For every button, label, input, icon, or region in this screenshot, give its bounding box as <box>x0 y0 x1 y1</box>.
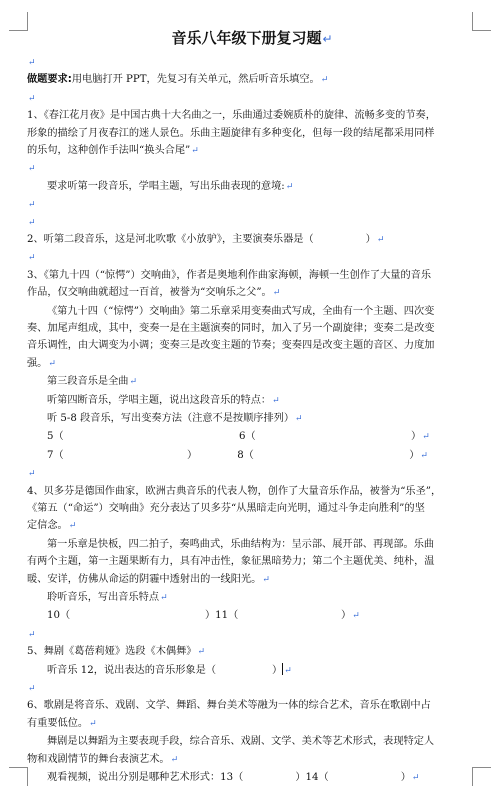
q4-line-3: 定信念。↵ <box>27 520 77 532</box>
requirement-text: 用电脑打开 PPT，先复习有关单元，然后听音乐填空。 <box>71 74 320 86</box>
q6-para2-line-2: 物和戏剧情节的舞台表演艺术。↵ <box>27 753 179 765</box>
q2-line: 2、听第二段音乐，这是河北吹歌《小放驴》，主要演奏乐器是（ ）↵ <box>27 233 385 245</box>
paragraph-mark-icon: ↵ <box>191 146 199 156</box>
document-page <box>27 26 477 788</box>
paragraph-mark-icon: ↵ <box>28 684 36 695</box>
q5-heading: 5、舞剧《葛蓓莉娅》选段《木偶舞》↵ <box>27 646 206 658</box>
empty-paragraph <box>27 249 477 266</box>
q6-task: 观看视频，说出分别是哪种艺术形式：13（ ）14（ ）↵ <box>47 772 420 784</box>
blank-8[interactable]: 8（ <box>237 449 254 461</box>
q3-para2-line-1: 《第九十四（“惊愕”）交响曲》第二乐章采用变奏曲式写成，全曲有一个主题、四次变 <box>47 305 435 317</box>
blank-14[interactable]: ）14（ <box>295 772 329 784</box>
empty-paragraph <box>27 196 477 213</box>
blank-11[interactable]: ）11（ <box>205 610 239 622</box>
paragraph-mark-icon: ↵ <box>262 574 270 585</box>
paragraph-mark-icon: ↵ <box>322 32 333 46</box>
paragraph-mark-icon: ↵ <box>28 217 36 228</box>
empty-paragraph <box>27 680 477 697</box>
empty-paragraph <box>27 90 477 107</box>
paragraph-mark-icon: ↵ <box>420 450 428 461</box>
paragraph-mark-icon: ↵ <box>28 253 36 264</box>
empty-paragraph <box>27 214 477 231</box>
blank-12[interactable]: ） <box>272 664 283 676</box>
q5-task: 听音乐 12，说出表达的音乐形象是（ ） ↵ <box>47 664 292 676</box>
q4-line-1: 4、贝多芬是德国作曲家，欧洲古典音乐的代表人物，创作了大量音乐作品，被誉为“乐圣”， <box>27 485 442 497</box>
q6-line-1: 6、歌剧是将音乐、戏剧、文学、舞蹈、舞台美术等融为一体的综合艺术，音乐在歌剧中占 <box>27 700 431 712</box>
blank-5[interactable]: 5（ <box>47 431 64 443</box>
blank-6[interactable]: 6（ <box>239 431 256 443</box>
empty-paragraph <box>27 160 477 177</box>
paragraph-mark-icon: ↵ <box>28 93 36 104</box>
q3-blanks-7-8: 7（ ） 8（ ）↵ <box>47 449 428 461</box>
paragraph-mark-icon: ↵ <box>89 718 97 729</box>
paragraph-mark-icon: ↵ <box>197 647 206 658</box>
q3-para2-line-4: 强。↵ <box>27 357 56 369</box>
q1-line-2: 形象的描绘了月夜春江的迷人景色。乐曲主题旋律有多种变化，但每一段的结尾都采用同样 <box>27 127 435 139</box>
q3-line-2: 作品，仅交响曲就超过一百首，被誉为“交响乐之父”。↵ <box>27 287 281 299</box>
q4-task: 聆听音乐，写出音乐特点↵ <box>47 592 168 604</box>
paragraph-mark-icon: ↵ <box>129 377 138 388</box>
q3-task-2: 听第四断音乐，学唱主题，说出这段音乐的特点：↵ <box>47 394 280 406</box>
q6-line-2: 有重要低位。↵ <box>27 717 97 729</box>
requirement-label: 做题要求: <box>27 74 72 86</box>
paragraph-mark-icon: ↵ <box>28 164 36 175</box>
paragraph-mark-icon: ↵ <box>68 521 77 532</box>
paragraph-mark-icon: ↵ <box>28 469 36 480</box>
paragraph-mark-icon: ↵ <box>28 629 36 640</box>
q3-task-1: 第三段音乐是全曲↵ <box>47 376 138 388</box>
empty-paragraph <box>27 465 477 482</box>
q4-blanks-10-11: 10（ ）11（ ）↵ <box>47 610 360 622</box>
corner-mark-bottom-left <box>9 767 28 786</box>
q1-line-1: 1、《春江花月夜》是中国古典十大名曲之一，乐曲通过委婉质朴的旋律、流畅多变的节奏， <box>27 110 436 122</box>
empty-paragraph <box>27 626 477 643</box>
q3-para2-line-3: 音乐调性，由大调变为小调；变奏三是改变主题的节奏；变奏四是改变主题的音区、力度加 <box>27 340 435 352</box>
blank-10[interactable]: 10（ <box>47 610 71 622</box>
q3-blanks-5-6: 5（ 6（ ）↵ <box>47 431 430 443</box>
paragraph-mark-icon: ↵ <box>170 754 179 765</box>
q3-task-3: 听 5-8 段音乐，写出变奏方法（注意不是按顺序排列）↵ <box>47 413 303 425</box>
paragraph-mark-icon: ↵ <box>48 358 56 369</box>
empty-paragraph <box>27 54 477 71</box>
blank-13[interactable]: 观看视频，说出分别是哪种艺术形式：13（ <box>47 772 244 784</box>
paragraph-mark-icon: ↵ <box>422 432 430 443</box>
q6-para2-line-1: 舞剧是以舞蹈为主要表现手段，综合音乐、戏剧、文学、美术等艺术形式，表现特定人 <box>47 736 435 748</box>
q4-line-2: 《第五（“命运”）交响曲》充分表达了贝多芬“从黑暗走向光明，通过斗争走向胜利”的坚 <box>27 503 425 515</box>
paragraph-mark-icon: ↵ <box>272 288 281 299</box>
paragraph-mark-icon: ↵ <box>284 665 292 676</box>
q1-task: 要求听第一段音乐，学唱主题，写出乐曲表现的意境:↵ <box>47 180 294 192</box>
paragraph-mark-icon: ↵ <box>28 58 36 68</box>
q3-para2-line-2: 奏、加尾声组成，其中，变奏一是在主题演奏的同时，加入了另一个副旋律；变奏二是改变 <box>27 323 435 334</box>
corner-mark-top-left <box>9 12 28 31</box>
paragraph-mark-icon: ↵ <box>295 414 303 425</box>
paragraph-mark-icon: ↵ <box>160 593 168 604</box>
paragraph-mark-icon: ↵ <box>28 200 36 211</box>
paragraph-mark-icon: ↵ <box>411 773 420 784</box>
document-title: 音乐八年级下册复习题↵ <box>171 29 333 47</box>
blank-7[interactable]: 7（ <box>47 449 64 461</box>
paragraph-mark-icon: ↵ <box>352 611 360 622</box>
paragraph-mark-icon: ↵ <box>320 75 329 86</box>
q4-para2-line-2: 有两个主题，第一主题果断有力，具有冲击性，象征黑暗势力；第二个主题优美、纯朴，温 <box>27 556 435 568</box>
requirement-line <box>27 71 477 89</box>
paragraph-mark-icon: ↵ <box>376 234 385 245</box>
q3-line-1: 3、《第九十四（“惊愕”）交响曲》，作者是奥地利作曲家海顿，海顿一生创作了大量的音乐 <box>27 269 432 281</box>
paragraph-mark-icon: ↵ <box>285 181 294 192</box>
q4-para2-line-1: 第一乐章是快板，四二拍子，奏鸣曲式，乐曲结构为：呈示部、展开部、再现部。乐曲 <box>47 538 435 550</box>
q1-line-3: 的乐句，这种创作手法叫“换头合尾”↵ <box>27 145 199 156</box>
q4-para2-line-3: 暖、安详，仿佛从命运的阴霾中透射出的一线阳光。↵ <box>27 573 270 585</box>
paragraph-mark-icon: ↵ <box>272 395 280 406</box>
